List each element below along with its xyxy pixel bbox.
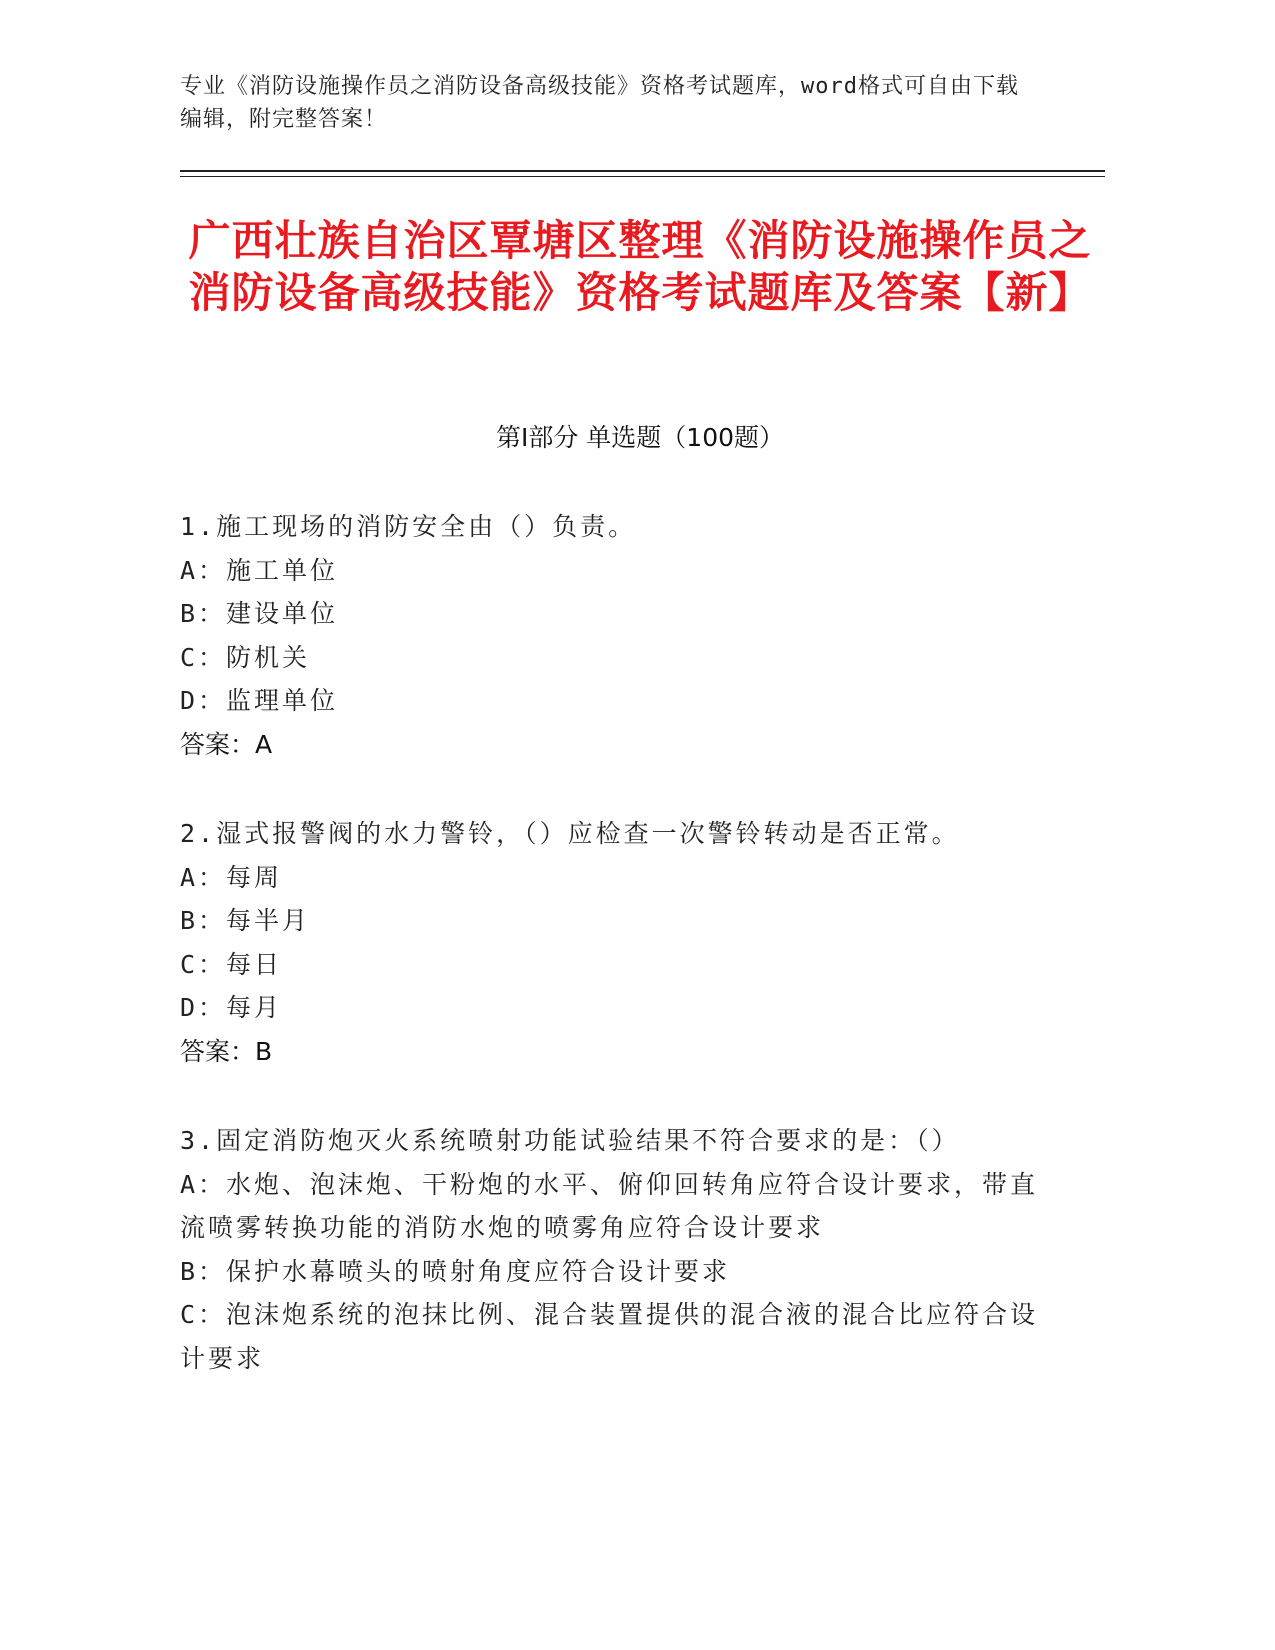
answer: 答案：A (180, 729, 273, 759)
question-stem: 3.固定消防炮灭火系统喷射功能试验结果不符合要求的是：（） (180, 1126, 960, 1155)
option-b: B：保护水幕喷头的喷射角度应符合设计要求 (180, 1256, 731, 1286)
question-1 (180, 505, 1060, 766)
answer: 答案：B (180, 1036, 273, 1066)
option-c: C：泡沫炮系统的泡抹比例、混合装置提供的混合液的混合比应符合设计要求 (180, 1300, 1039, 1373)
option-a: A：水炮、泡沫炮、干粉炮的水平、俯仰回转角应符合设计要求，带直流喷雾转换功能的消防水炮的喷雾角应符合设计要求 (180, 1169, 1039, 1242)
option-a: A：施工单位 (180, 555, 339, 585)
question-list (180, 505, 1060, 1426)
option-b: B：建设单位 (180, 599, 339, 628)
option-c: C：防机关 (180, 642, 311, 672)
section-heading: 第Ⅰ部分 单选题（100题） (495, 423, 785, 452)
header-rule-thick (180, 170, 1105, 172)
header-note: 专业《消防设施操作员之消防设备高级技能》资格考试题库，word格式可自由下载编辑，附完整答案！ (180, 74, 1019, 132)
option-d: D：监理单位 (180, 686, 339, 715)
document-title: 广西壮族自治区覃塘区整理《消防设施操作员之消防设备高级技能》资格考试题库及答案【新】 (188, 216, 1092, 317)
question-stem: 1.施工现场的消防安全由（）负责。 (180, 512, 637, 541)
option-c: C：每日 (180, 949, 283, 979)
option-a: A：每周 (180, 862, 283, 892)
question-stem: 2.湿式报警阀的水力警铃，（）应检查一次警铃转动是否正常。 (180, 819, 960, 848)
option-b: B：每半月 (180, 906, 311, 935)
question-2 (180, 812, 1060, 1073)
question-3 (180, 1119, 1060, 1380)
header-rule-thin (180, 176, 1105, 177)
option-d: D：每月 (180, 993, 283, 1022)
